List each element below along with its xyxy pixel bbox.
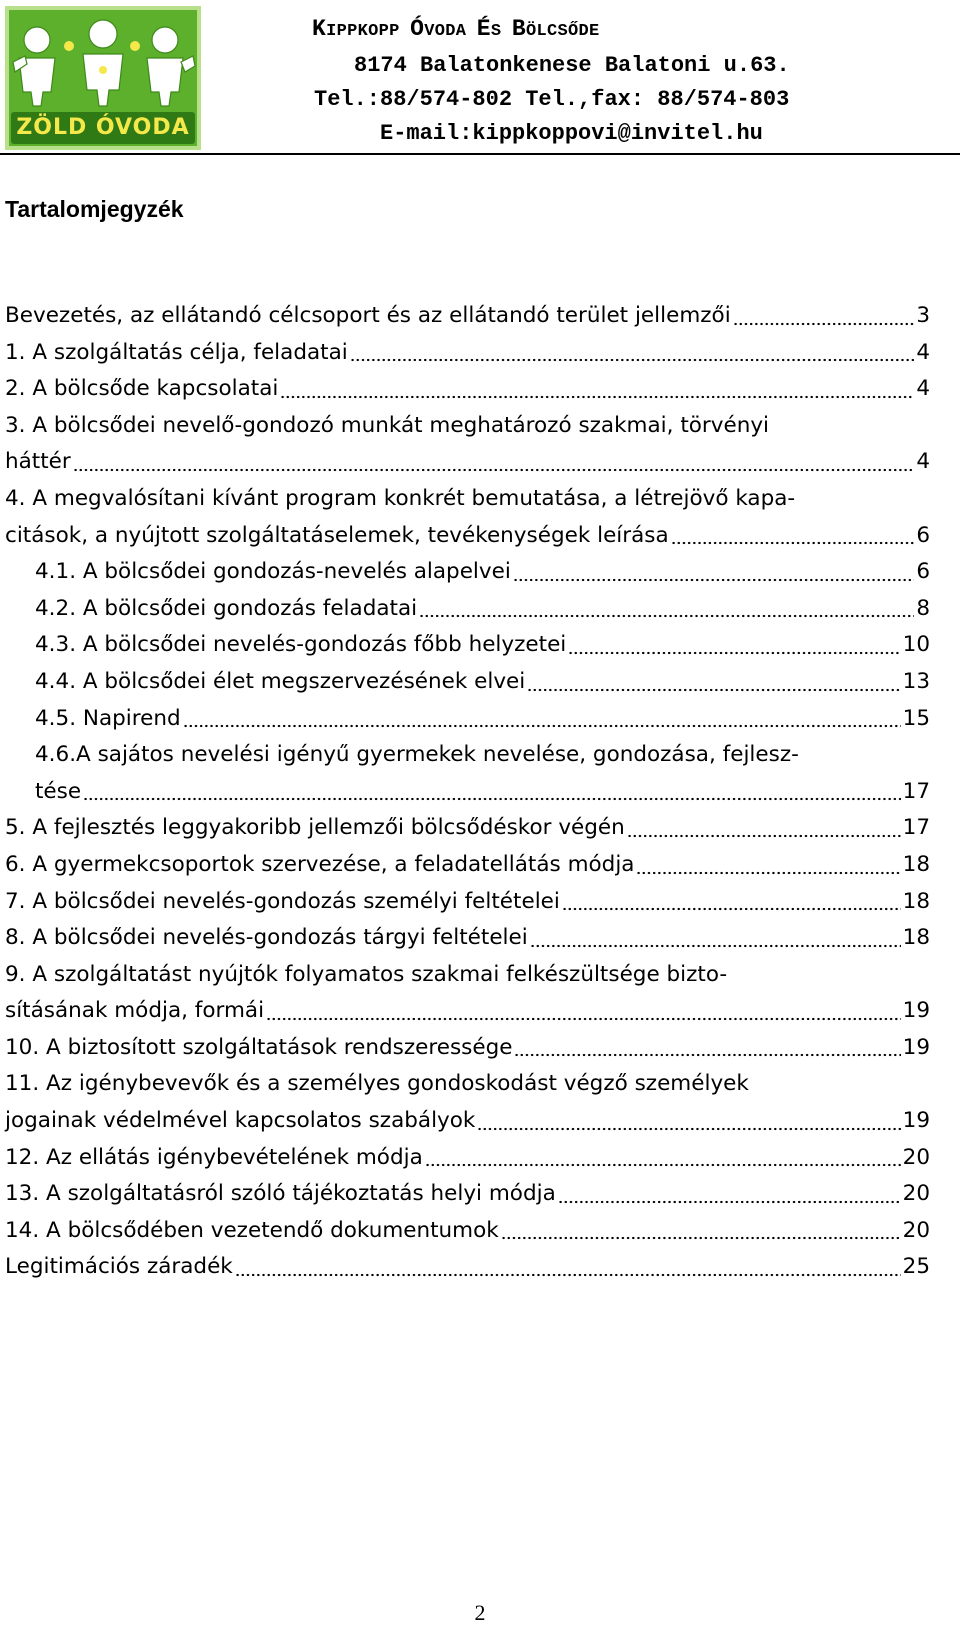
toc-entry-text: 4.6.A sajátos nevelési igényű gyermekek nevelése, gondozása, fejlesz-: [35, 742, 799, 768]
toc-entry-text: citások, a nyújtott szolgáltatáselemek, tevékenységek leírása: [5, 522, 669, 548]
toc-entry[interactable]: [5, 627, 930, 664]
page-number: 2: [474, 1600, 486, 1625]
dot-leader: [280, 393, 914, 399]
organization-email: E-mail:kippkoppovi@invitel.hu: [380, 121, 763, 146]
toc-entry-text: 3. A bölcsődei nevelő-gondozó munkát meghatározó szakmai, törvényi: [5, 412, 770, 438]
dot-leader: [636, 869, 900, 875]
toc-page-number: 6: [916, 522, 930, 548]
toc-page-number: 4: [916, 449, 930, 475]
toc-entry-text: 4.3. A bölcsődei nevelés-gondozás főbb helyzetei: [35, 632, 567, 658]
dot-leader: [477, 1125, 900, 1131]
toc-page-number: 15: [902, 705, 930, 731]
toc-entry-text: 4.4. A bölcsődei élet megszervezésének elvei: [35, 668, 526, 694]
logo-wordmark: ZÖLD ÓVODA: [16, 115, 190, 140]
dot-leader: [235, 1271, 901, 1277]
toc-entry-text: 4.5. Napirend: [35, 705, 181, 731]
toc-entry-text: 12. Az ellátás igénybevételének módja: [5, 1144, 423, 1170]
toc-entry[interactable]: [5, 847, 930, 884]
dot-leader: [513, 576, 914, 582]
toc-page-number: 13: [902, 668, 930, 694]
toc-entry-text: 4.2. A bölcsődei gondozás feladatai: [35, 595, 418, 621]
dot-leader: [671, 539, 915, 545]
dot-leader: [73, 466, 915, 472]
toc-entry-text: 4. A megvalósítani kívánt program konkrét bemutatása, a létrejövő kapa-: [5, 485, 796, 511]
dot-leader: [558, 1198, 901, 1204]
toc-page-number: 17: [902, 778, 930, 804]
dot-leader: [514, 1051, 900, 1057]
toc-entry-text: 9. A szolgáltatást nyújtók folyamatos szakmai felkészültsége bizto-: [5, 961, 728, 987]
toc-entry[interactable]: [5, 810, 930, 847]
toc-page-number: 3: [916, 303, 930, 328]
toc-entry[interactable]: [5, 1249, 930, 1286]
toc-entry-text: 13. A szolgáltatásról szóló tájékoztatás helyi módja: [5, 1181, 556, 1207]
toc-entry[interactable]: [5, 920, 930, 957]
toc-page-number: 10: [902, 632, 930, 658]
letterhead: [0, 0, 960, 155]
toc-page-number: 19: [902, 1034, 930, 1060]
toc-page-number: 4: [916, 339, 930, 365]
kindergarten-logo: [5, 6, 201, 150]
dot-leader: [83, 795, 901, 801]
toc-entry[interactable]: [5, 371, 930, 408]
toc-entry-text: tése: [35, 778, 82, 804]
organization-address: 8174 Balatonkenese Balatoni u.63.: [354, 53, 790, 78]
toc-page-number: 20: [902, 1181, 930, 1207]
toc-page-number: 19: [902, 998, 930, 1024]
toc-entry[interactable]: [5, 1213, 930, 1250]
toc-entry[interactable]: [5, 701, 930, 738]
toc-page-number: 19: [902, 1108, 930, 1134]
dot-leader: [266, 1015, 901, 1021]
organization-name: KIPPKOPP ÓVODA ÉS BÖLCSŐDE: [312, 16, 600, 42]
dot-leader: [562, 905, 901, 911]
toc-page-number: 8: [916, 595, 930, 621]
toc-page-number: 18: [902, 888, 930, 914]
toc-entry[interactable]: [5, 591, 930, 628]
toc-entry-text: sításának módja, formái: [5, 998, 265, 1024]
dot-leader: [530, 942, 901, 948]
toc-page-number: 20: [902, 1144, 930, 1170]
toc-page-number: 18: [902, 925, 930, 951]
toc-entry[interactable]: [5, 481, 930, 554]
toc-page-number: 20: [902, 1217, 930, 1243]
dot-leader: [733, 320, 915, 326]
table-of-contents: [5, 298, 930, 1286]
toc-entry[interactable]: [5, 1140, 930, 1177]
toc-entry-text: Legitimációs záradék: [5, 1254, 233, 1280]
toc-entry-text: Bevezetés, az ellátandó célcsoport és az ellátandó terület jellemzői: [5, 303, 731, 328]
toc-entry[interactable]: [5, 408, 930, 481]
toc-entry-text: jogainak védelmével kapcsolatos szabályok: [5, 1108, 476, 1134]
dot-leader: [183, 722, 901, 728]
dot-leader: [419, 612, 914, 618]
toc-title: Tartalomjegyzék: [5, 196, 184, 222]
header-divider: [0, 153, 960, 155]
toc-entry[interactable]: [5, 335, 930, 372]
organization-phones: Tel.:88/574-802 Tel.,fax: 88/574-803: [314, 87, 790, 112]
dot-leader: [425, 1161, 901, 1167]
toc-entry-text: 14. A bölcsődében vezetendő dokumentumok: [5, 1217, 499, 1243]
toc-entry[interactable]: [5, 664, 930, 701]
toc-entry-text: 1. A szolgáltatás célja, feladatai: [5, 339, 348, 365]
toc-entry[interactable]: [5, 298, 930, 335]
toc-entry-text: 2. A bölcsőde kapcsolatai: [5, 376, 279, 402]
toc-entry[interactable]: [5, 1066, 930, 1139]
toc-entry-text: 6. A gyermekcsoportok szervezése, a feladatellátás módja: [5, 851, 635, 877]
toc-entry-text: 11. Az igénybevevők és a személyes gondoskodást végző személyek: [5, 1071, 749, 1097]
organization-details: [312, 12, 790, 151]
toc-entry[interactable]: [5, 1176, 930, 1213]
toc-entry[interactable]: [5, 957, 930, 1030]
toc-entry-text: 8. A bölcsődei nevelés-gondozás tárgyi feltételei: [5, 925, 528, 951]
toc-entry-text: 4.1. A bölcsődei gondozás-nevelés alapelvei: [35, 559, 511, 585]
toc-page-number: 6: [916, 559, 930, 585]
toc-entry[interactable]: [5, 554, 930, 591]
toc-entry[interactable]: [5, 737, 930, 810]
dot-leader: [501, 1234, 901, 1240]
toc-entry-text: 7. A bölcsődei nevelés-gondozás személyi feltételei: [5, 888, 560, 914]
toc-entry-text: 5. A fejlesztés leggyakoribb jellemzői bölcsődéskor végén: [5, 815, 625, 841]
toc-page-number: 25: [902, 1254, 930, 1280]
dot-leader: [568, 649, 900, 655]
toc-page-number: 18: [902, 851, 930, 877]
dot-leader: [627, 832, 901, 838]
dot-leader: [527, 686, 900, 692]
toc-entry[interactable]: [5, 1030, 930, 1067]
toc-entry-text: 10. A biztosított szolgáltatások rendszeressége: [5, 1034, 513, 1060]
toc-page-number: 17: [902, 815, 930, 841]
toc-page-number: 4: [916, 376, 930, 402]
toc-entry-text: háttér: [5, 449, 71, 475]
dot-leader: [350, 356, 915, 362]
toc-entry[interactable]: [5, 884, 930, 921]
